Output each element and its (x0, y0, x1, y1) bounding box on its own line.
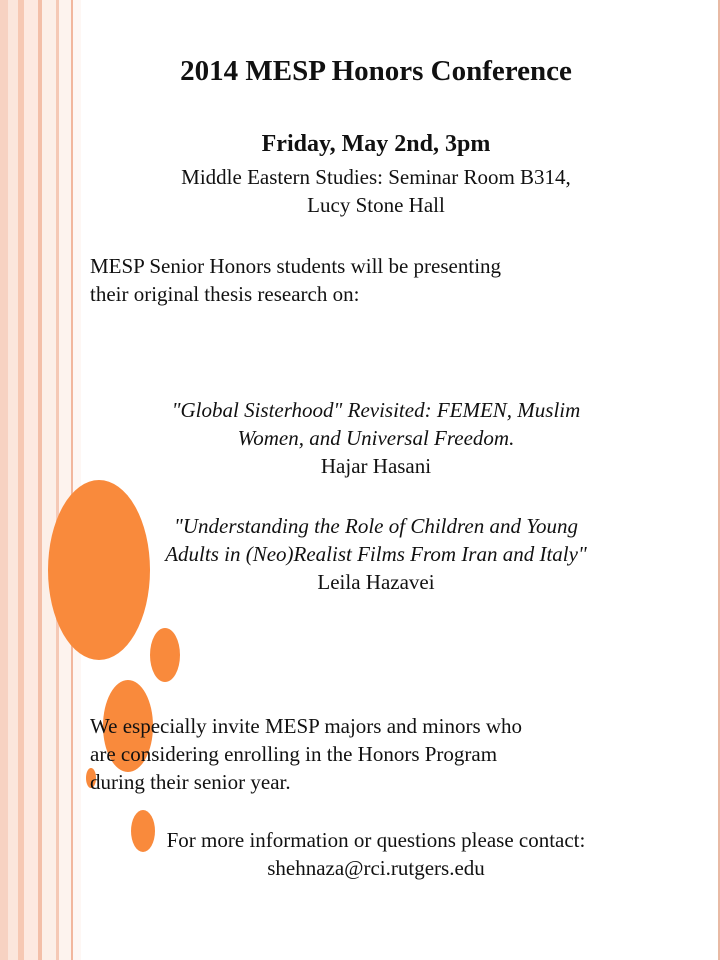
event-location-line-1: Middle Eastern Studies: Seminar Room B314, (181, 165, 571, 189)
decorative-stripe (8, 0, 18, 960)
event-location-line-2: Lucy Stone Hall (307, 193, 445, 217)
page-title: 2014 MESP Honors Conference (180, 55, 572, 87)
decorative-circle-small (150, 628, 180, 682)
presentation-title-line-2: Women, and Universal Freedom. (237, 426, 515, 450)
invitation-line-1: We especially invite MESP majors and minors who (90, 714, 523, 738)
presentation-author: Leila Hazavei (317, 570, 435, 594)
presentation-author: Hajar Hasani (320, 454, 432, 478)
invitation-line-3: during their senior year. (90, 770, 291, 794)
invitation-line-2: are considering enrolling in the Honors Program (90, 742, 498, 766)
intro-paragraph (90, 252, 680, 308)
contact-prompt: For more information or questions please contact: (166, 828, 586, 852)
contact-block (82, 826, 670, 882)
presentation-title-line-2: Adults in (Neo)Realist Films From Iran and Italy" (165, 542, 587, 566)
decorative-stripe (0, 0, 8, 960)
decorative-stripe (73, 0, 81, 960)
event-date-time: Friday, May 2nd, 3pm (261, 131, 491, 157)
presentation-item (100, 396, 652, 480)
contact-email: shehnaza@rci.rutgers.edu (267, 856, 485, 880)
decorative-stripe (24, 0, 38, 960)
intro-line-1: MESP Senior Honors students will be presenting (90, 254, 502, 278)
presentation-title-line-1: "Global Sisterhood" Revisited: FEMEN, Muslim (171, 398, 581, 422)
invitation-paragraph (90, 712, 680, 796)
decorative-stripe (59, 0, 71, 960)
presentation-item (82, 512, 670, 596)
intro-line-2: their original thesis research on: (90, 282, 360, 306)
decorative-stripe (42, 0, 56, 960)
presentation-title-line-1: "Understanding the Role of Children and Young (174, 514, 578, 538)
